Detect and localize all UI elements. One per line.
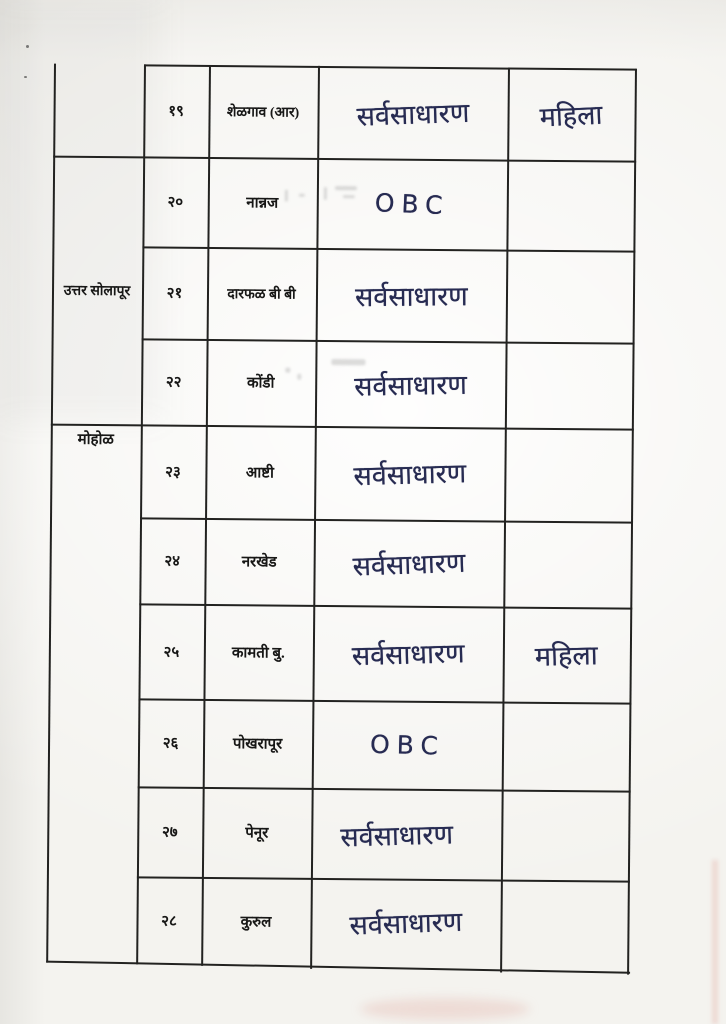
srno-text: २१ (166, 285, 183, 302)
village-text: शेळगाव (आर) (226, 104, 300, 121)
cell-village (202, 787, 312, 878)
handwritten-category: सर्वसाधारण (348, 906, 463, 942)
handwritten-category: सर्वसाधारण (354, 280, 468, 313)
table-row-28 (0, 875, 719, 968)
table-row-22 (0, 337, 724, 429)
table-row-21 (0, 245, 724, 343)
cell-category (316, 248, 507, 342)
handwritten-category: सर्वसाधारण (339, 818, 454, 853)
village-text: कामती बु. (231, 644, 285, 662)
srno-text: २८ (161, 913, 177, 930)
cell-category (312, 700, 503, 790)
handwritten-reservation: महिला (539, 99, 604, 133)
village-text: पेनूर (245, 825, 269, 842)
erased-mark (299, 194, 305, 197)
cell-srno (137, 786, 203, 877)
cell-srno (142, 156, 208, 247)
handwritten-category: OBC (373, 187, 450, 220)
cell-reservation (506, 160, 634, 251)
village-text: कुरुल (240, 913, 272, 931)
cell-category (310, 878, 501, 967)
srno-text: २४ (164, 553, 181, 570)
srno-text: २३ (165, 464, 181, 481)
cell-reservation (504, 428, 632, 522)
cell-reservation (501, 790, 629, 881)
table-row-24 (0, 516, 722, 608)
cell-category (317, 66, 508, 160)
cell-reservation (506, 250, 634, 343)
erased-mark (331, 359, 365, 365)
srno-text: २७ (161, 824, 178, 841)
cell-srno (138, 698, 204, 787)
cell-reservation (500, 880, 628, 968)
handwritten-category: सर्वसाधारण (355, 97, 470, 133)
table-row-19 (0, 63, 726, 161)
cell-village (208, 65, 318, 158)
cell-srno (142, 246, 208, 339)
srno-text: २० (167, 194, 184, 211)
cell-category (315, 340, 506, 428)
cell-village (205, 425, 315, 519)
cell-srno (136, 876, 202, 964)
erased-mark (285, 190, 288, 202)
handwritten-reservation: महिला (534, 640, 599, 673)
erased-mark (343, 195, 355, 198)
table-row-20 (0, 155, 725, 251)
cell-category (316, 158, 507, 250)
village-text: नान्नज (246, 195, 279, 212)
cell-reservation (502, 607, 630, 703)
village-text: दारफळ बी बी (227, 286, 296, 303)
table-row-23 (0, 423, 723, 522)
cell-village (207, 247, 317, 340)
table-row-26 (0, 697, 720, 791)
srno-text: २२ (165, 374, 182, 391)
cell-category (314, 426, 505, 521)
taluka-label: उत्तर सोलापूर (63, 283, 131, 299)
erased-mark (297, 374, 301, 380)
village-text: कोंडी (246, 375, 275, 392)
cell-category (313, 519, 504, 607)
cell-category (312, 605, 503, 702)
cell-village (201, 877, 311, 965)
cell-village (203, 604, 313, 700)
cell-category (311, 788, 502, 880)
handwritten-category: OBC (369, 729, 445, 761)
cell-srno (140, 424, 206, 518)
srno-text: १९ (168, 103, 184, 120)
village-text: आष्टी (245, 464, 274, 482)
handwritten-category: सर्वसाधारण (353, 369, 467, 403)
cell-reservation (507, 68, 635, 161)
taluka-label: मोहोळ (77, 431, 114, 449)
table-row-27 (0, 785, 720, 881)
srno-text: २५ (163, 644, 180, 661)
erased-mark (285, 368, 290, 373)
cell-village (203, 699, 313, 788)
srno-text: २६ (162, 735, 179, 752)
cell-srno (143, 64, 209, 157)
cell-reservation (503, 521, 631, 608)
cell-village (206, 339, 316, 426)
village-text: नरखेड (241, 554, 277, 571)
handwritten-category: सर्वसाधारण (351, 547, 466, 583)
cell-srno (139, 517, 205, 604)
cell-reservation (502, 702, 630, 791)
cell-village (204, 518, 314, 605)
cell-village (207, 157, 317, 248)
cell-srno (141, 338, 207, 425)
erased-mark (335, 186, 357, 190)
cell-reservation (505, 342, 633, 429)
erased-mark (324, 187, 327, 200)
cell-srno (138, 603, 204, 699)
village-text: पोखरापूर (232, 736, 283, 753)
handwritten-category: सर्वसाधारण (352, 458, 467, 493)
handwritten-category: सर्वसाधारण (351, 638, 465, 673)
table-row-25 (0, 602, 721, 703)
